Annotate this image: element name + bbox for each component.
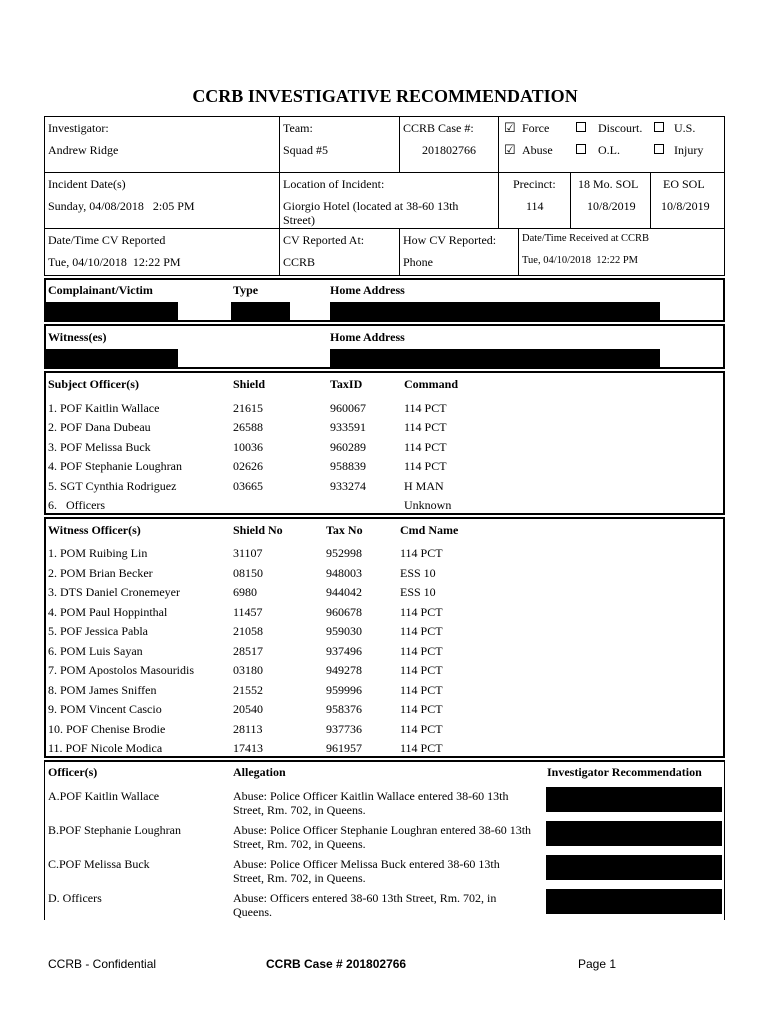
ol-checkbox[interactable] (576, 144, 586, 154)
witness-officer-shield: 28517 (233, 643, 263, 658)
witness-officer-shield: 03180 (233, 663, 263, 677)
subject-officer-taxid: 958839 (330, 459, 366, 474)
cv-reported-at-value: CCRB (283, 255, 316, 269)
witness-officer-shield: 17413 (233, 741, 263, 755)
witness-officer-col-header: Witness Officer(s) (48, 523, 141, 537)
witness-officer-taxno: 960678 (326, 604, 362, 619)
injury-label: Injury (674, 143, 704, 157)
subject-officer-officer-name: 1. POF Kaitlin Wallace (48, 401, 160, 415)
complainant-address-header: Home Address (330, 283, 405, 297)
redaction-bar (330, 302, 660, 320)
footer-page-number: Page 1 (578, 957, 617, 971)
allegation-officer: A.POF Kaitlin Wallace (48, 789, 160, 803)
witness-officer-officer-name: 10. POF Chenise Brodie (48, 721, 166, 736)
incident-dates-label: Incident Date(s) (48, 177, 126, 191)
witness-officer-cmd: 114 PCT (400, 624, 443, 638)
how-reported-value: Phone (403, 255, 433, 269)
witness-officer-officer-name: 3. DTS Daniel Cronemeyer (48, 585, 180, 599)
witness-officer-officer-name: 2. POM Brian Becker (48, 565, 153, 580)
how-reported-label: How CV Reported: (403, 233, 497, 247)
witness-officer-cmd: 114 PCT (400, 741, 443, 755)
divider (570, 172, 571, 228)
footer-confidential: CCRB - Confidential (48, 957, 157, 971)
subject-officer-officer-name: 5. SGT Cynthia Rodriguez (48, 478, 177, 493)
witness-officer-taxno: 952998 (326, 546, 362, 560)
divider (498, 172, 499, 228)
header-box (44, 116, 725, 276)
allegation-text: Abuse: Police Officer Kaitlin Wallace entered 38-60 13th Street, Rm. 702, in Queens. (233, 789, 509, 817)
redaction-bar (546, 787, 722, 812)
injury-checkbox[interactable] (654, 144, 664, 154)
subject-officer-shield: 26588 (233, 420, 263, 435)
received-value: Tue, 04/10/2018 12:22 PM (522, 255, 639, 266)
witness-officer-officer-name: 7. POM Apostolos Masouridis (48, 663, 195, 677)
allegation-text: Abuse: Police Officer Stephanie Loughran entered 38-60 13th Street, Rm. 702, in Queens. (233, 823, 532, 851)
witness-officer-shield: 11457 (233, 604, 263, 619)
eosol-value: 10/8/2019 (661, 199, 710, 213)
subject-taxid-col-header: TaxID (330, 377, 363, 391)
subject-officer-command: 114 PCT (404, 439, 447, 454)
ol-label: O.L. (598, 143, 620, 157)
received-label: Date/Time Received at CCRB (522, 233, 650, 244)
case-label: CCRB Case #: (403, 121, 474, 135)
precinct-value: 114 (526, 199, 544, 213)
incident-date-value: Sunday, 04/08/2018 2:05 PM (48, 199, 195, 213)
subject-command-col-header: Command (404, 377, 459, 391)
redaction-bar (231, 302, 290, 320)
witness-taxno-col-header: Tax No (326, 523, 363, 537)
subject-officer-command: 114 PCT (404, 459, 447, 474)
witness-officer-shield: 6980 (233, 585, 257, 599)
subject-officer-taxid: 960289 (330, 439, 366, 454)
witness-officer-cmd: 114 PCT (400, 702, 443, 716)
allegation-officer: B.POF Stephanie Loughran (48, 823, 181, 837)
divider (279, 116, 280, 276)
witness-officer-cmd: 114 PCT (400, 643, 443, 658)
precinct-label: Precinct: (513, 177, 556, 191)
divider (518, 228, 519, 276)
subject-officer-command: 114 PCT (404, 420, 447, 435)
redaction-bar (546, 855, 722, 880)
witness-officer-officer-name: 1. POM Ruibing Lin (48, 546, 148, 560)
us-label: U.S. (674, 121, 696, 135)
subject-officer-command: H MAN (404, 478, 444, 493)
redaction-bar (546, 821, 722, 846)
redaction-bar (46, 349, 178, 367)
witness-officer-officer-name: 11. POF Nicole Modica (48, 741, 163, 755)
complainant-type-header: Type (233, 283, 259, 297)
witness-officer-taxno: 949278 (326, 663, 362, 677)
witness-officer-officer-name: 4. POM Paul Hoppinthal (48, 604, 168, 619)
divider (44, 760, 725, 762)
subject-officer-col-header: Subject Officer(s) (48, 377, 139, 391)
witness-officer-taxno: 958376 (326, 702, 362, 716)
witness-officer-cmd: ESS 10 (400, 585, 436, 599)
discourt-checkbox[interactable] (576, 122, 586, 132)
divider (650, 172, 651, 228)
witness-officer-cmd: 114 PCT (400, 682, 443, 697)
subject-officer-officer-name: 4. POF Stephanie Loughran (48, 459, 182, 474)
abuse-label: Abuse (522, 143, 553, 157)
allegation-col-header: Allegation (233, 765, 286, 779)
subject-officer-officer-name: 3. POF Melissa Buck (48, 439, 151, 454)
subject-shield-col-header: Shield (233, 377, 266, 391)
discourt-label: Discourt. (598, 121, 643, 135)
witness-officer-cmd: 114 PCT (400, 663, 443, 677)
location-label: Location of Incident: (283, 177, 385, 191)
witness-officer-officer-name: 9. POM Vincent Cascio (48, 702, 162, 716)
allegation-text: Abuse: Police Officer Melissa Buck entered 38-60 13th Street, Rm. 702, in Queens. (233, 857, 500, 885)
witness-officer-officer-name: 6. POM Luis Sayan (48, 643, 143, 658)
witness-officer-shield: 08150 (233, 565, 263, 580)
sol18-label: 18 Mo. SOL (578, 177, 639, 191)
subject-officer-shield: 21615 (233, 401, 263, 415)
divider (44, 228, 725, 229)
force-label: Force (522, 121, 550, 135)
subject-officer-taxid: 933274 (330, 478, 366, 493)
witness-officer-shield: 21552 (233, 682, 263, 697)
sol18-value: 10/8/2019 (587, 199, 636, 213)
subject-officer-command: Unknown (404, 498, 452, 512)
cv-reported-value: Tue, 04/10/2018 12:22 PM (48, 255, 181, 269)
team-label: Team: (283, 121, 313, 135)
eosol-label: EO SOL (663, 177, 705, 191)
case-value: 201802766 (422, 143, 476, 157)
recommendation-col-header: Investigator Recommendation (547, 765, 702, 779)
witness-officer-shield: 31107 (233, 546, 263, 560)
divider (724, 760, 725, 920)
location-value: Giorgio Hotel (located at 38-60 13th Street) (283, 199, 459, 227)
witness-officer-taxno: 937496 (326, 643, 362, 658)
witness-officer-officer-name: 5. POF Jessica Pabla (48, 624, 148, 638)
subject-officer-command: 114 PCT (404, 401, 447, 415)
redaction-bar (546, 889, 722, 914)
witness-cmd-col-header: Cmd Name (400, 523, 459, 537)
subject-officer-taxid: 960067 (330, 401, 366, 415)
witness-officer-cmd: 114 PCT (400, 721, 443, 736)
witness-officer-shield: 20540 (233, 702, 263, 716)
subject-officer-shield: 03665 (233, 478, 263, 493)
witness-officer-cmd: 114 PCT (400, 546, 443, 560)
cv-reported-label: Date/Time CV Reported (48, 233, 166, 247)
page-title: CCRB INVESTIGATIVE RECOMMENDATION (192, 86, 578, 106)
divider (498, 116, 499, 172)
subject-officer-shield: 02626 (233, 459, 263, 474)
allegation-officer: D. Officers (48, 891, 102, 905)
investigator-label: Investigator: (48, 121, 109, 135)
divider (399, 228, 400, 276)
us-checkbox[interactable] (654, 122, 664, 132)
witness-officer-taxno: 961957 (326, 741, 362, 755)
witness-officer-taxno: 948003 (326, 565, 362, 580)
footer-case-number: CCRB Case # 201802766 (266, 957, 407, 971)
witness-officer-taxno: 937736 (326, 721, 362, 736)
witness-address-header: Home Address (330, 330, 405, 344)
complainant-header: Complainant/Victim (48, 283, 153, 297)
subject-officer-officer-name: 6. Officers (48, 498, 106, 512)
redaction-bar (46, 302, 178, 320)
abuse-checkbox[interactable]: ☑ (504, 142, 516, 157)
subject-officer-shield: 10036 (233, 439, 263, 454)
divider (44, 172, 725, 173)
divider (399, 116, 400, 172)
witness-officer-taxno: 959030 (326, 624, 362, 638)
witness-officer-shield: 28113 (233, 721, 263, 736)
witness-officer-shield: 21058 (233, 624, 263, 638)
cv-reported-at-label: CV Reported At: (283, 233, 365, 247)
witness-officer-cmd: ESS 10 (400, 565, 436, 580)
subject-officer-taxid: 933591 (330, 420, 366, 435)
subject-officer-officer-name: 2. POF Dana Dubeau (48, 420, 151, 435)
witness-shield-col-header: Shield No (233, 523, 283, 537)
allegation-officer-col-header: Officer(s) (48, 765, 98, 779)
witness-officer-taxno: 944042 (326, 585, 362, 599)
team-value: Squad #5 (283, 143, 328, 157)
force-checkbox[interactable]: ☑ (504, 120, 516, 135)
investigator-value: Andrew Ridge (48, 143, 119, 157)
divider (44, 760, 45, 920)
witness-officer-taxno: 959996 (326, 682, 362, 697)
allegation-text: Abuse: Officers entered 38-60 13th Street, Rm. 702, in Queens. (233, 891, 497, 919)
witness-officer-officer-name: 8. POM James Sniffen (48, 682, 157, 697)
allegation-officer: C.POF Melissa Buck (48, 857, 150, 871)
witness-header: Witness(es) (48, 330, 107, 344)
redaction-bar (330, 349, 660, 367)
witness-officer-cmd: 114 PCT (400, 604, 443, 619)
